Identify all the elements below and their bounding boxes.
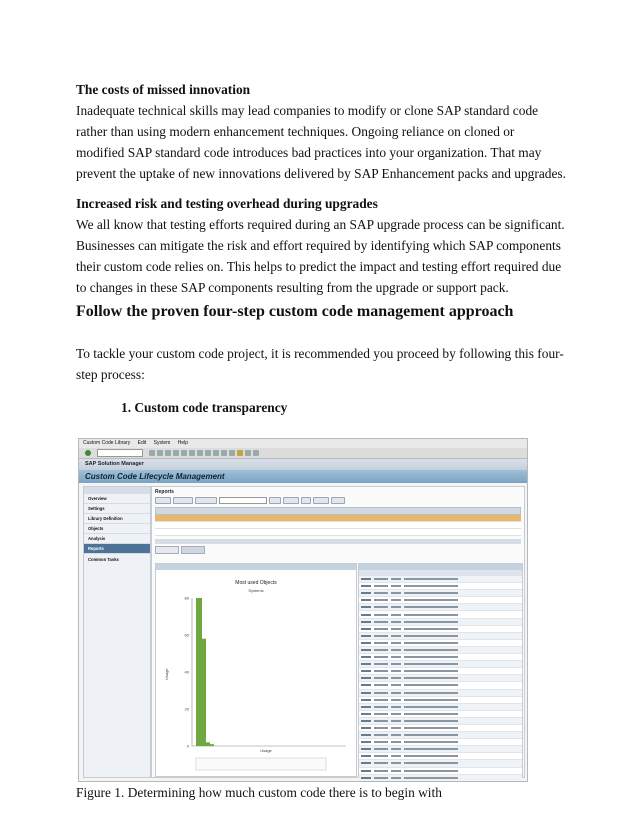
object-row (359, 611, 522, 618)
app-title: Custom Code Lifecycle Management (79, 470, 527, 483)
help-icon (253, 450, 259, 456)
object-row (359, 668, 522, 675)
menu-bar (79, 439, 527, 448)
objects-list (359, 576, 522, 782)
object-row (359, 760, 522, 767)
chart-y-tick: 0 (186, 743, 189, 749)
step-heading: 1. Custom code transparency (121, 400, 288, 415)
object-row (359, 654, 522, 661)
expand-button (173, 497, 193, 504)
chart-y-tick: 20 (184, 706, 189, 712)
object-row (359, 675, 522, 682)
heading-costs: The costs of missed innovation (76, 82, 251, 97)
collapse-button (195, 497, 217, 504)
object-row (359, 633, 522, 640)
object-row (359, 690, 522, 697)
save-icon (149, 450, 155, 456)
check-icon (85, 450, 91, 456)
find-next-icon (197, 450, 203, 456)
chart-panel (155, 563, 357, 777)
object-row (359, 682, 522, 689)
object-row (359, 647, 522, 654)
section-costs (76, 79, 566, 184)
chart-y-tick: 80 (184, 595, 189, 601)
object-row (359, 626, 522, 633)
object-row (359, 576, 522, 583)
chart-bars (196, 598, 214, 746)
nav-item: Analysis (84, 534, 150, 544)
refresh-button (155, 497, 171, 504)
object-row (359, 704, 522, 711)
nav-item-selected: Reports (84, 544, 150, 554)
next-page-icon (221, 450, 227, 456)
menu-item: Edit (137, 440, 147, 446)
object-row (359, 640, 522, 647)
command-field (97, 449, 143, 457)
object-row (359, 590, 522, 597)
section-risk (76, 193, 566, 298)
chart-y-label: Usage (164, 668, 169, 680)
paragraph-risk: We all know that testing efforts required during an SAP upgrade process can be significant. Businesses can mitigate the risk and effort required by identifying which SAP components their custom code relies on. This helps to predict the impact and testing effort required due to changes in these SAP components resulting from the upgrade or support pack. (76, 217, 565, 295)
add-button (301, 497, 311, 504)
object-row (359, 718, 522, 725)
tab-preview (181, 546, 205, 554)
last-page-icon (229, 450, 235, 456)
figure-caption: Figure 1. Determining how much custom code there is to begin with (76, 785, 442, 800)
first-page-icon (205, 450, 211, 456)
object-row (359, 732, 522, 739)
print-icon (181, 450, 187, 456)
paragraph-intro: To tackle your custom code project, it is recommended you proceed by following this four-step process: (76, 346, 564, 382)
object-row (359, 697, 522, 704)
object-row (359, 583, 522, 590)
change-button (313, 497, 329, 504)
report-table-header (155, 507, 521, 515)
heading-risk: Increased risk and testing overhead during upgrades (76, 196, 378, 211)
object-row (359, 661, 522, 668)
common-tasks-label: Common Tasks (88, 557, 119, 562)
chart-y-tick: 40 (184, 669, 189, 675)
exit-icon (165, 450, 171, 456)
main-panel (151, 486, 525, 778)
object-row (359, 739, 522, 746)
search-field (219, 497, 267, 504)
shortcut-icon (245, 450, 251, 456)
object-row (359, 753, 522, 760)
object-row (359, 775, 522, 782)
solution-manager-bar: SAP Solution Manager (79, 459, 527, 470)
report-toolbar (152, 497, 524, 504)
nav-item: Overview (84, 494, 150, 504)
chart-title: Most used Objects (235, 580, 277, 586)
figure-screenshot (78, 438, 528, 782)
object-row (359, 604, 522, 611)
nav-header (84, 487, 150, 494)
chart-bar (200, 639, 206, 746)
cancel-icon (173, 450, 179, 456)
object-row (359, 597, 522, 604)
chart-y-tick: 60 (184, 632, 189, 638)
back-icon (157, 450, 163, 456)
detail-tabs (155, 546, 521, 554)
report-row-selected (155, 515, 521, 522)
find-icon (189, 450, 195, 456)
reports-label: Reports (155, 489, 174, 495)
chart-legend (196, 758, 326, 770)
find-button (269, 497, 281, 504)
objects-list-panel (358, 563, 523, 777)
details-button (331, 497, 345, 504)
object-row (359, 768, 522, 775)
report-row (155, 529, 521, 536)
object-row (359, 711, 522, 718)
object-row (359, 725, 522, 732)
chart-axis-line (192, 598, 346, 746)
menu-item: System (153, 440, 171, 446)
chart-x-label: Usage (260, 748, 272, 753)
object-row (359, 746, 522, 753)
object-row (359, 619, 522, 626)
report-row (155, 522, 521, 529)
toolbar (79, 448, 527, 459)
menu-item: Custom Code Library (83, 440, 131, 446)
find-next-button (283, 497, 299, 504)
paragraph-costs: Inadequate technical skills may lead companies to modify or clone SAP standard code rather than using modern enhancement techniques. Ongoing reliance on cloned or modified SAP standard code introduces bad practices into your organization. That may prevent the uptake of new innovations delivered by SAP Enhancement packs and upgrades. (76, 103, 566, 181)
chart-series-label: Systems (248, 588, 264, 593)
nav-item: Objects (84, 524, 150, 534)
menu-item: Help (177, 440, 189, 446)
heading-approach: Follow the proven four-step custom code management approach (76, 303, 514, 320)
detail-bar (155, 539, 521, 544)
chart-axes (185, 596, 346, 749)
usage-chart (156, 570, 356, 774)
chart-bar (208, 744, 214, 746)
tab-details (155, 546, 179, 554)
nav-item: Library Definition (84, 514, 150, 524)
nav-item: Settings (84, 504, 150, 514)
left-navigation (83, 486, 151, 778)
prev-page-icon (213, 450, 219, 456)
session-icon (237, 450, 243, 456)
